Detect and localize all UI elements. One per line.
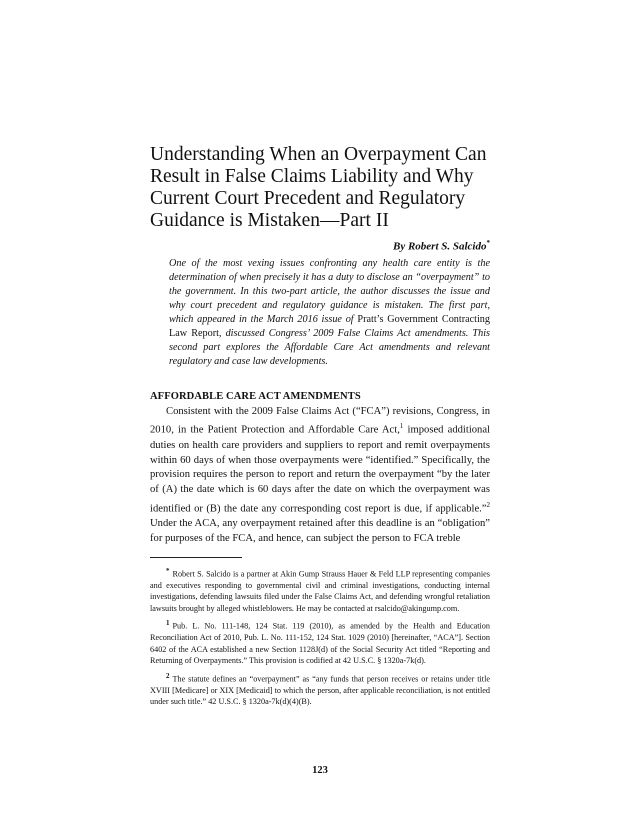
abstract [169,257,490,369]
body-text-part-2: imposed additional duties on health care providers and suppliers to report and remit overpayments within 60 days of when those overpayments were “identified.” Specifically, the provision requires the person to report and return the overpayment “by the later of (A) the date which is 60 days after the date on which the overpayment was identified or (B) the date any corresponding cost report is due, if applicable.” [150,424,491,515]
body-text-part-3: Under the ACA, any overpayment retained after this deadline is an “obligation” for purposes of the FCA, and hence, can subject the person to FCA treble [150,518,490,545]
body-paragraph [150,405,490,547]
footnote-2 [150,671,490,708]
footnote-mark: * [166,566,170,575]
footnote-mark: 2 [166,671,170,680]
author-footnote-mark: * [486,239,490,247]
body-text-part-1: Consistent with the 2009 False Claims Act (“FCA”) revisions, Congress, in 2010, in the Patient Protection and Affordable Care Act, [150,405,490,436]
footnote-text: Robert S. Salcido is a partner at Akin Gump Strauss Hauer & Feld LLP representing companies and executives responding to governmental civil and criminal investigations, conducting internal investigations, defending lawsuits filed under the False Claims Act, and defending wrongful retaliation lawsuits brought by alleged whistleblowers. He may be contacted at rsalcido@akingump.com. [150,569,490,613]
footnote-ref-2: 2 [486,500,490,509]
abstract-publication-name: Pratt’s Government Contracting Law Report, [169,313,490,339]
page-number: 123 [312,765,328,776]
footnote-mark: 1 [166,619,170,628]
article-column [150,144,490,712]
footnote-text: The statute defines an “overpayment” as “any funds that person receives or retains under title XVIII [Medicare] or XIX [Medicaid] to which the person, after applicable reconciliation, is not entitled under such title.” 42 U.S.C. § 1320a-7k(d)(4)(B). [150,674,490,707]
section-heading: AFFORDABLE CARE ACT AMENDMENTS [150,390,361,402]
footnote-text: Pub. L. No. 111-148, 124 Stat. 119 (2010), as amended by the Health and Education Reconciliation Act of 2010, Pub. L. No. 111-152, 124 Stat. 1029 (2010) [hereinafter, “ACA”]. Section 6402 of the ACA established a new Section 1128J(d) of the Social Security Act titled “Reporting and Returning of Overpayments.” This provision is codified at 42 U.S.C. § 1320a-7k(d). [150,621,490,666]
byline [150,239,490,253]
footnote-divider [150,557,242,558]
footnote-1 [150,618,490,666]
abstract-part-2: discussed Congress’ 2009 False Claims Act amendments. This second part explores the Affordable Care Act amendments and relevant regulatory and case law developments. [169,327,490,367]
footnote-author [150,566,490,614]
abstract-part-1: One of the most vexing issues confronting any health care entity is the determination of when precisely it has a duty to disclose an “overpayment” to the government. In this two-part article, the author discusses the issue and why court precedent and regulatory guidance is mistaken. The first part, which appeared in the March 2016 issue of [169,257,490,325]
article-title: Understanding When an Overpayment Can Result in False Claims Liability and Why Current Court Precedent and Regulatory Guidance is Mistaken—Part II [150,144,487,231]
author-name: By Robert S. Salcido [392,240,487,253]
footnote-ref-1: 1 [399,422,404,431]
